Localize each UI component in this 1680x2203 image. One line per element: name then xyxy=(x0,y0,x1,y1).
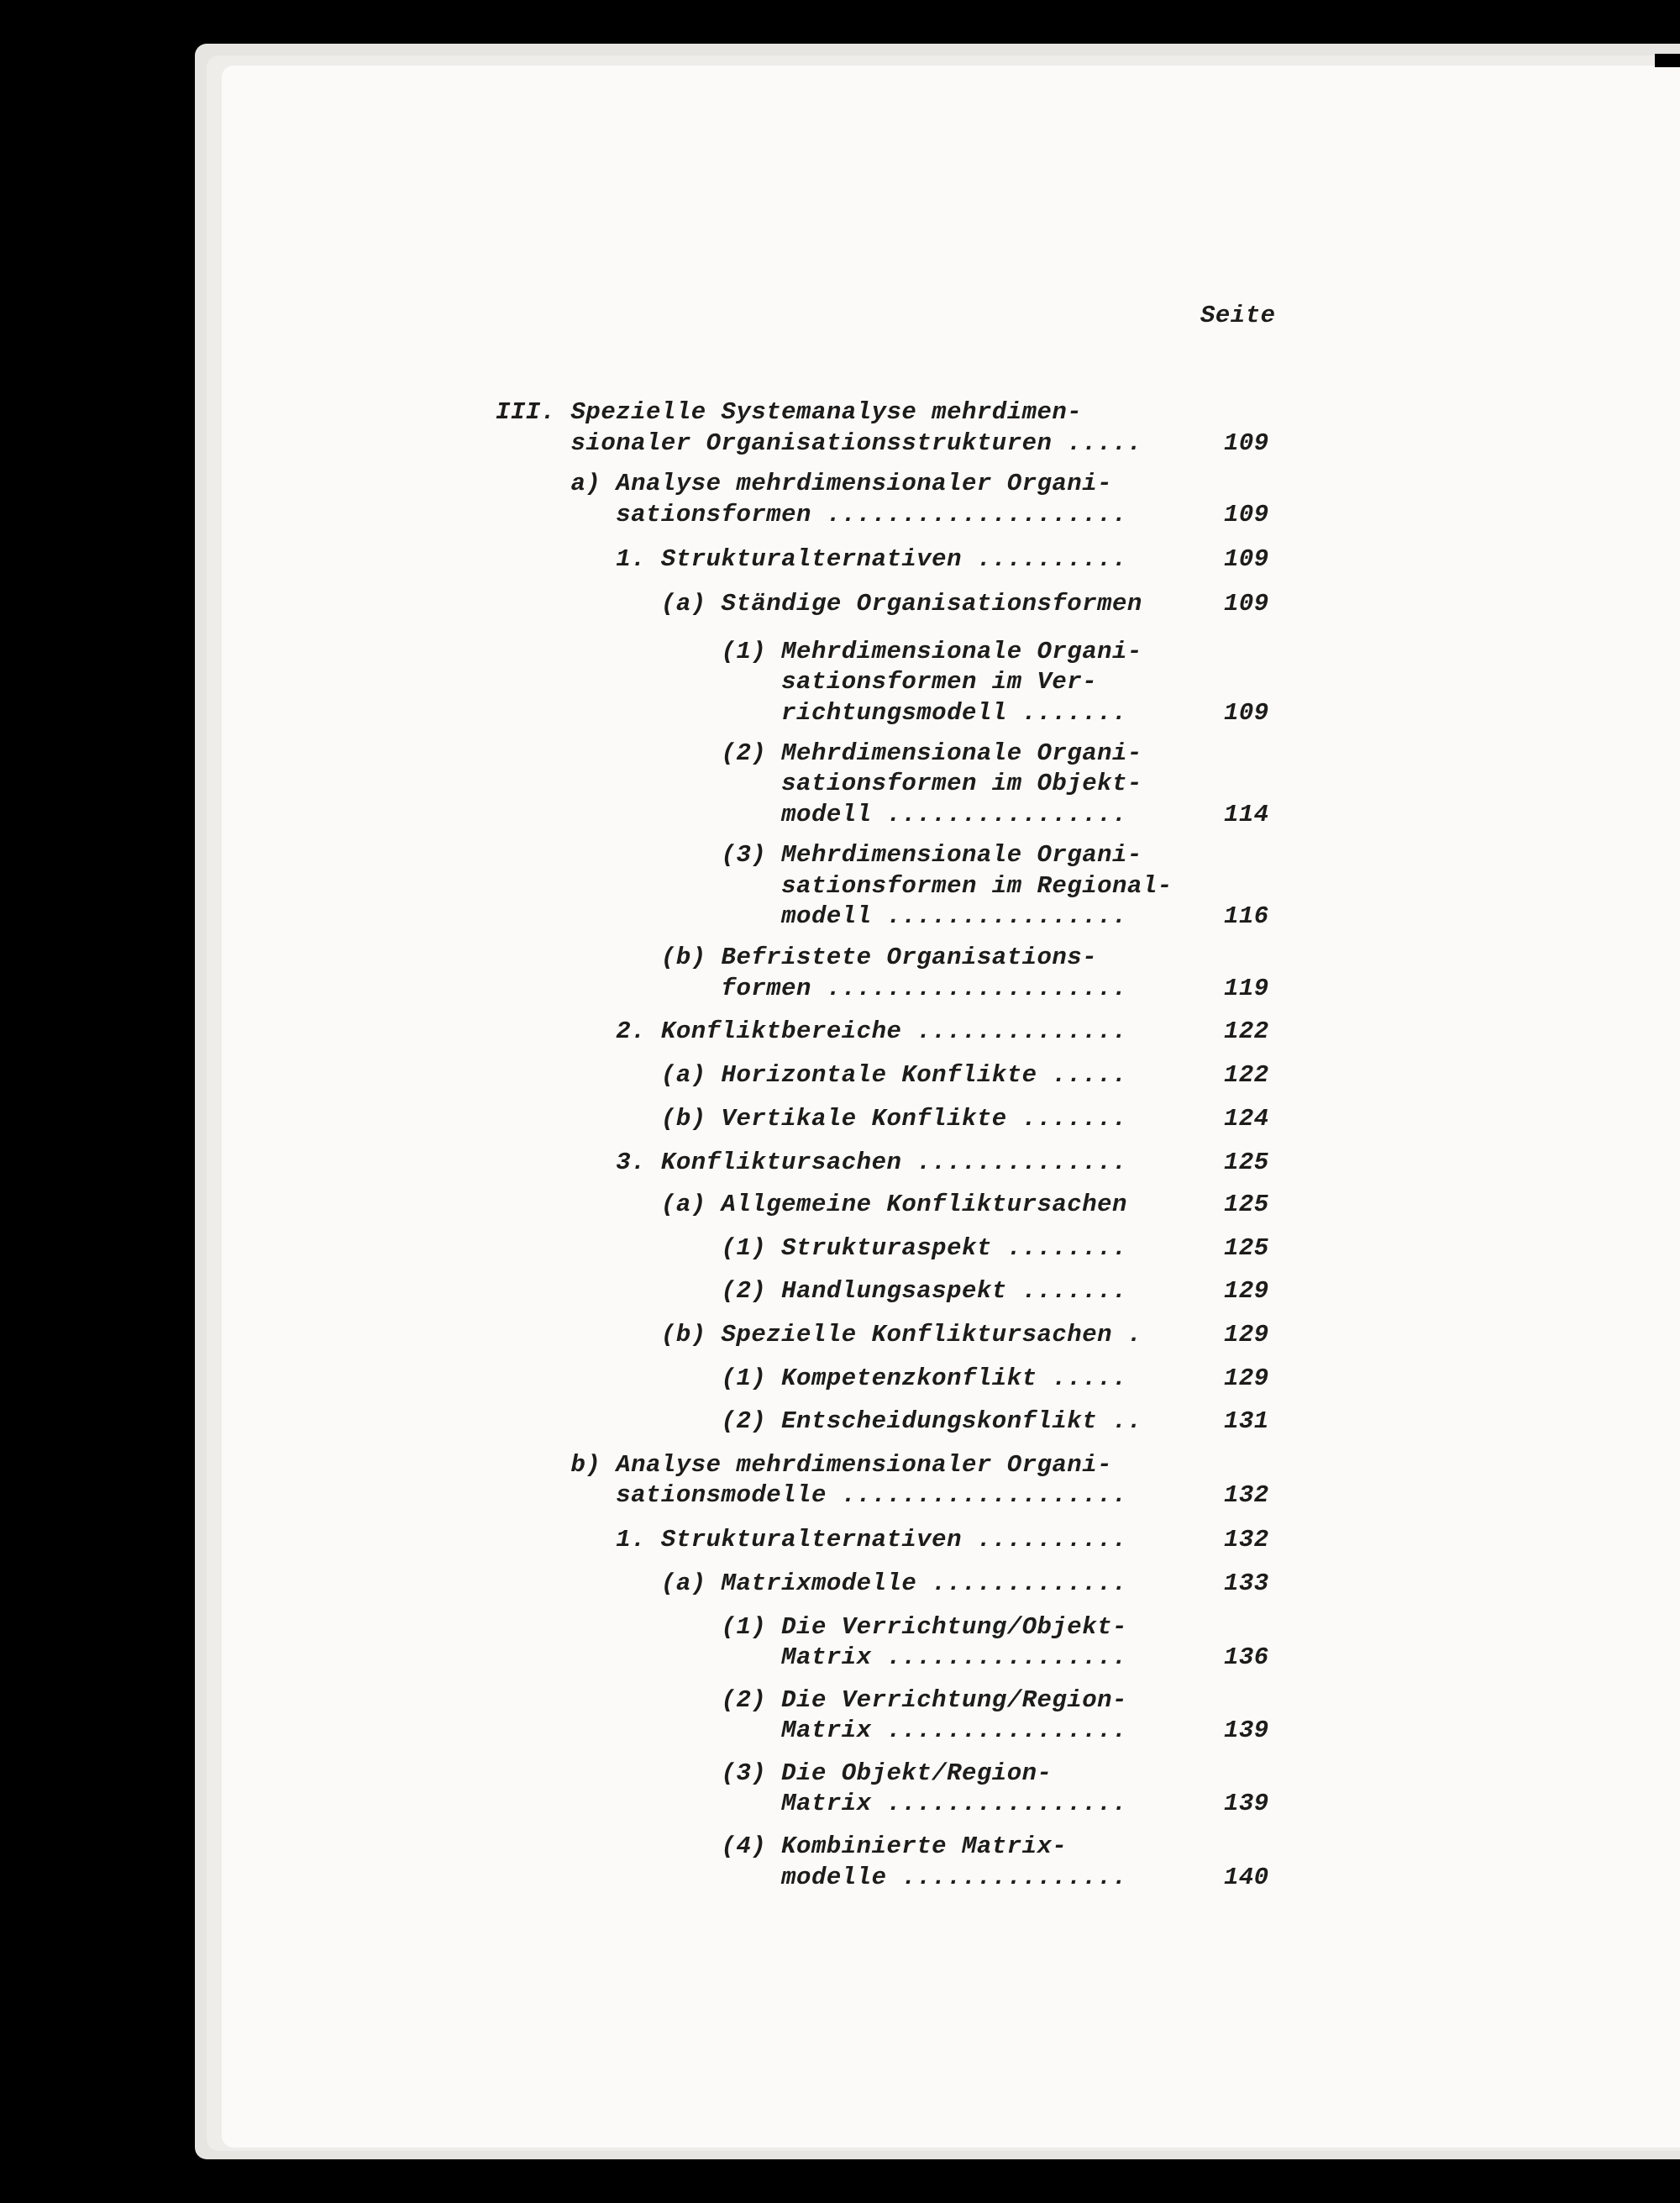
toc-entry-text: modell ................ xyxy=(496,902,1127,930)
toc-entry-text: modelle ............... xyxy=(496,1864,1127,1891)
toc-entry-page-number: 124 xyxy=(1224,1105,1269,1133)
toc-entry-page-number: 119 xyxy=(1224,975,1269,1002)
toc-entry-text: a) Analyse mehrdimensionaler Organi- xyxy=(496,470,1113,497)
toc-entry-page-number: 129 xyxy=(1224,1277,1269,1305)
toc-entry-text: sationsformen im Objekt- xyxy=(496,770,1142,797)
toc-entry-text: (3) Die Objekt/Region- xyxy=(496,1759,1053,1787)
toc-entry-text: (1) Die Verrichtung/Objekt- xyxy=(496,1613,1127,1641)
toc-entry-text: (2) Mehrdimensionale Organi- xyxy=(496,739,1142,767)
scan-corner-mark xyxy=(1655,54,1680,67)
toc-entry-page-number: 109 xyxy=(1224,699,1269,727)
toc-entry-text: modell ................ xyxy=(496,801,1127,828)
seite-column-header: Seite xyxy=(1200,302,1276,329)
toc-entry-page-number: 139 xyxy=(1224,1790,1269,1817)
toc-entry-text: (1) Strukturaspekt ........ xyxy=(496,1234,1127,1262)
toc-entry-text: (2) Handlungsaspekt ....... xyxy=(496,1277,1127,1305)
page-stack xyxy=(195,44,1680,2159)
toc-entry-text: (1) Mehrdimensionale Organi- xyxy=(496,638,1142,665)
toc-entry-text: richtungsmodell ....... xyxy=(496,699,1127,727)
toc-entry-text: sationsformen .................... xyxy=(496,501,1127,528)
toc-entry-text: b) Analyse mehrdimensionaler Organi- xyxy=(496,1451,1113,1479)
toc-entry-page-number: 109 xyxy=(1224,590,1269,618)
toc-entry-page-number: 132 xyxy=(1224,1481,1269,1509)
toc-entry-page-number: 109 xyxy=(1224,545,1269,573)
toc-entry-text: (a) Horizontale Konflikte ..... xyxy=(496,1061,1127,1089)
toc-entry-page-number: 116 xyxy=(1224,902,1269,930)
document-page xyxy=(222,66,1680,2148)
toc-entry-text: (4) Kombinierte Matrix- xyxy=(496,1832,1068,1860)
toc-entry-text: Matrix ................ xyxy=(496,1717,1127,1744)
toc-entry-text: (a) Ständige Organisationsformen xyxy=(496,590,1142,618)
toc-entry-text: (2) Entscheidungskonflikt .. xyxy=(496,1407,1142,1435)
toc-entry-text: 3. Konfliktursachen .............. xyxy=(496,1149,1127,1176)
toc-entry-text: (b) Spezielle Konfliktursachen . xyxy=(496,1321,1142,1349)
toc-entry-text: (b) Vertikale Konflikte ....... xyxy=(496,1105,1127,1133)
toc-entry-page-number: 129 xyxy=(1224,1321,1269,1349)
toc-entry-page-number: 133 xyxy=(1224,1569,1269,1597)
toc-entry-text: (3) Mehrdimensionale Organi- xyxy=(496,841,1142,869)
toc-entry-page-number: 132 xyxy=(1224,1526,1269,1554)
toc-entry-page-number: 114 xyxy=(1224,801,1269,828)
toc-entry-text: sationsformen im Ver- xyxy=(496,668,1098,696)
toc-entry-page-number: 122 xyxy=(1224,1017,1269,1045)
toc-entry-text: sationsmodelle ................... xyxy=(496,1481,1127,1509)
toc-entry-page-number: 125 xyxy=(1224,1149,1269,1176)
toc-entry-text: (b) Befristete Organisations- xyxy=(496,944,1098,971)
toc-entry-page-number: 139 xyxy=(1224,1717,1269,1744)
toc-entry-text: 1. Strukturalternativen .......... xyxy=(496,1526,1127,1554)
toc-entry-text: sionaler Organisationsstrukturen ..... xyxy=(496,429,1142,457)
toc-entry-text: Matrix ................ xyxy=(496,1790,1127,1817)
toc-entry-page-number: 109 xyxy=(1224,501,1269,528)
toc-entry-page-number: 109 xyxy=(1224,429,1269,457)
toc-entry-page-number: 129 xyxy=(1224,1364,1269,1392)
toc-entry-page-number: 125 xyxy=(1224,1234,1269,1262)
toc-entry-text: (1) Kompetenzkonflikt ..... xyxy=(496,1364,1127,1392)
toc-entry-page-number: 136 xyxy=(1224,1643,1269,1671)
toc-entry-text: III. Spezielle Systemanalyse mehrdimen- xyxy=(496,398,1083,426)
toc-entry-page-number: 131 xyxy=(1224,1407,1269,1435)
toc-entry-page-number: 125 xyxy=(1224,1191,1269,1218)
toc-entry-text: 2. Konfliktbereiche .............. xyxy=(496,1017,1127,1045)
toc-entry-text: formen .................... xyxy=(496,975,1127,1002)
toc-entry-page-number: 122 xyxy=(1224,1061,1269,1089)
toc-entry-text: Matrix ................ xyxy=(496,1643,1127,1671)
toc-entry-text: (a) Allgemeine Konfliktursachen xyxy=(496,1191,1127,1218)
toc-entry-text: 1. Strukturalternativen .......... xyxy=(496,545,1127,573)
toc-entry-text: sationsformen im Regional- xyxy=(496,872,1173,900)
toc-entry-page-number: 140 xyxy=(1224,1864,1269,1891)
toc-entry-text: (2) Die Verrichtung/Region- xyxy=(496,1686,1127,1714)
toc-entry-text: (a) Matrixmodelle ............. xyxy=(496,1569,1127,1597)
